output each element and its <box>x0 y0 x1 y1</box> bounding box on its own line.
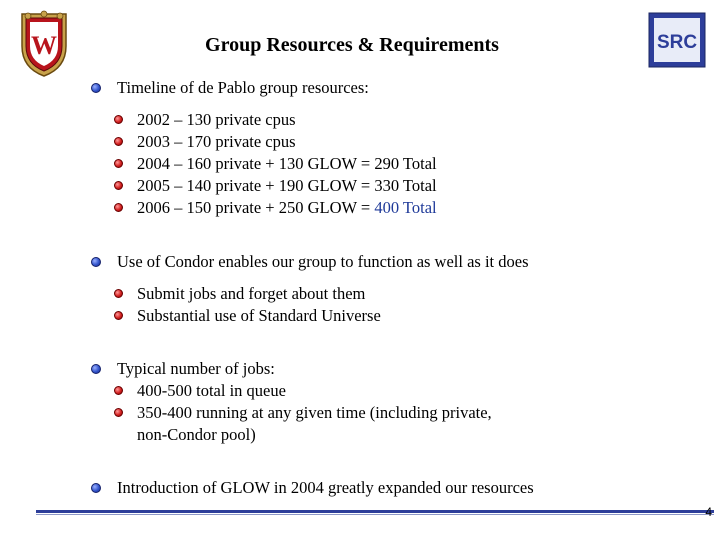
jobs-heading: Typical number of jobs: <box>117 359 275 378</box>
university-crest-icon <box>18 10 70 78</box>
jobs-item-continuation: non-Condor pool) <box>137 425 256 444</box>
condor-heading: Use of Condor enables our group to function as well as it does <box>117 252 529 271</box>
footer-rule-shadow <box>36 514 714 515</box>
timeline-item-2006 <box>137 198 437 218</box>
level2-bullet-icon <box>114 386 123 395</box>
footer-rule <box>36 510 714 513</box>
level2-bullet-icon <box>114 289 123 298</box>
level2-bullet-icon <box>114 159 123 168</box>
level1-bullet-icon <box>91 83 101 93</box>
condor-item: Submit jobs and forget about them <box>137 284 366 303</box>
timeline-item: 2002 – 130 private cpus <box>137 110 296 129</box>
timeline-item: 2004 – 160 private + 130 GLOW = 290 Total <box>137 154 437 173</box>
crest-letter: W <box>31 31 57 60</box>
total-highlight: 400 Total <box>374 198 437 217</box>
level2-bullet-icon <box>114 311 123 320</box>
level2-bullet-icon <box>114 181 123 190</box>
timeline-item: 2003 – 170 private cpus <box>137 132 296 151</box>
jobs-item: 400-500 total in queue <box>137 381 286 400</box>
timeline-item-2006-text: 2006 – 150 private + 250 GLOW = <box>137 198 375 217</box>
level1-bullet-icon <box>91 364 101 374</box>
slide-title: Group Resources & Requirements <box>205 34 499 56</box>
timeline-heading: Timeline of de Pablo group resources: <box>117 78 369 97</box>
page-number: 4 <box>705 505 712 519</box>
src-logo-text: SRC <box>656 32 698 53</box>
level2-bullet-icon <box>114 203 123 212</box>
src-logo-icon <box>648 12 706 68</box>
level2-bullet-icon <box>114 137 123 146</box>
level2-bullet-icon <box>114 115 123 124</box>
timeline-item: 2005 – 140 private + 190 GLOW = 330 Total <box>137 176 437 195</box>
level1-bullet-icon <box>91 257 101 267</box>
level2-bullet-icon <box>114 408 123 417</box>
glow-heading: Introduction of GLOW in 2004 greatly expanded our resources <box>117 478 534 497</box>
condor-item: Substantial use of Standard Universe <box>137 306 381 325</box>
jobs-item: 350-400 running at any given time (including private, <box>137 403 492 422</box>
level1-bullet-icon <box>91 483 101 493</box>
